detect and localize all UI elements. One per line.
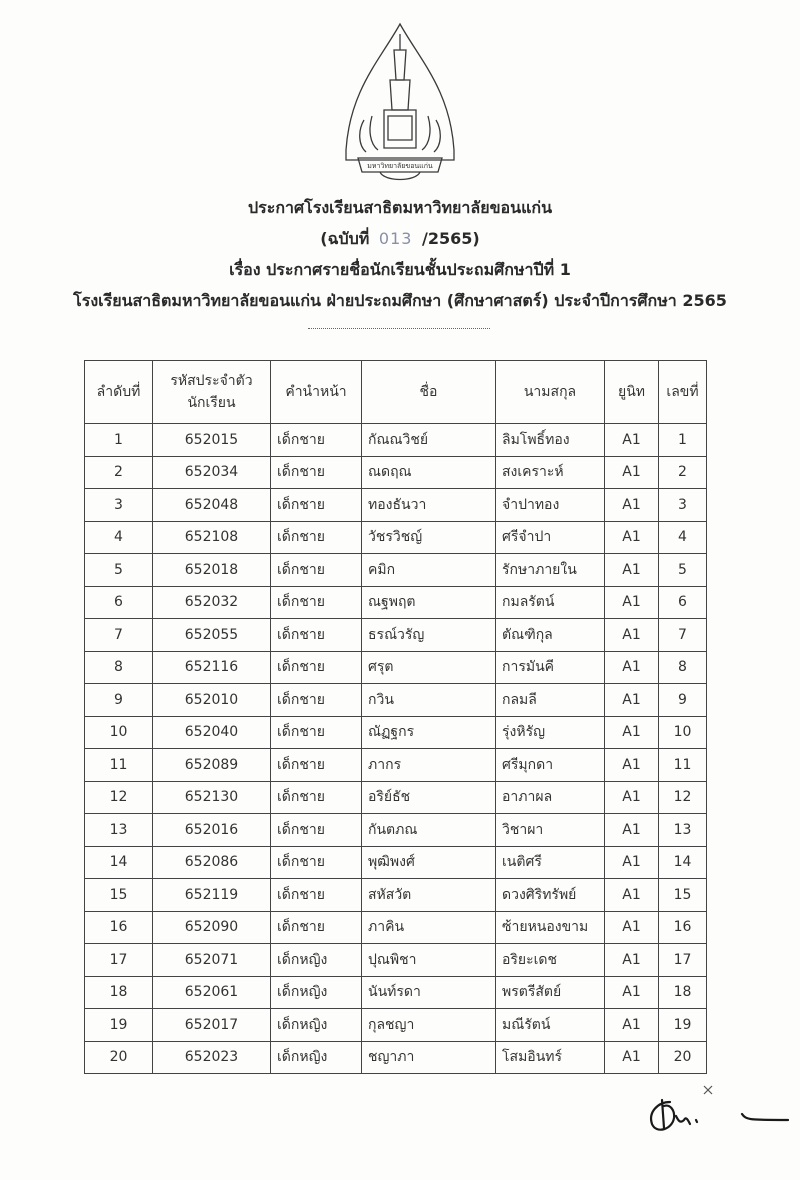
- cell-unit: A1: [605, 911, 659, 944]
- student-roster-table: [84, 360, 707, 1074]
- header-order: ลำดับที่: [85, 361, 153, 424]
- cell-student-id: 652018: [153, 554, 271, 587]
- cell-first-name: ปุณพิชา: [362, 944, 496, 977]
- cell-last-name: รุ่งหิรัญ: [496, 716, 605, 749]
- cell-first-name: อริย์ธัช: [362, 781, 496, 814]
- cell-prefix: เด็กชาย: [271, 846, 362, 879]
- cell-first-name: วัชรวิชญ์: [362, 521, 496, 554]
- handwritten-signature: [640, 1080, 790, 1140]
- header-prefix: คำนำหน้า: [271, 361, 362, 424]
- cell-student-id: 652055: [153, 619, 271, 652]
- cell-seat: 12: [659, 781, 707, 814]
- cell-unit: A1: [605, 554, 659, 587]
- cell-order: 12: [85, 781, 153, 814]
- cell-unit: A1: [605, 424, 659, 457]
- table-row: [85, 586, 707, 619]
- cell-last-name: สงเคราะห์: [496, 456, 605, 489]
- cell-prefix: เด็กหญิง: [271, 976, 362, 1009]
- cell-prefix: เด็กชาย: [271, 814, 362, 847]
- issue-number: 013: [378, 229, 413, 248]
- cell-last-name: รักษาภายใน: [496, 554, 605, 587]
- cell-order: 4: [85, 521, 153, 554]
- cell-first-name: นันท์รดา: [362, 976, 496, 1009]
- cell-first-name: ศรุต: [362, 651, 496, 684]
- cell-prefix: เด็กหญิง: [271, 1009, 362, 1042]
- cell-unit: A1: [605, 521, 659, 554]
- header-student-id-line1: รหัสประจำตัว: [170, 373, 253, 389]
- cell-prefix: เด็กชาย: [271, 749, 362, 782]
- table-row: [85, 976, 707, 1009]
- cell-first-name: ทองธันวา: [362, 489, 496, 522]
- announcement-header: [0, 192, 800, 316]
- cell-student-id: 652032: [153, 586, 271, 619]
- cell-unit: A1: [605, 814, 659, 847]
- table-row: [85, 619, 707, 652]
- header-unit: ยูนิท: [605, 361, 659, 424]
- cell-student-id: 652119: [153, 879, 271, 912]
- cell-last-name: การมันคี: [496, 651, 605, 684]
- cell-seat: 11: [659, 749, 707, 782]
- cell-first-name: ภาคิน: [362, 911, 496, 944]
- cell-last-name: กลมลี: [496, 684, 605, 717]
- cell-last-name: โสมอินทร์: [496, 1041, 605, 1074]
- cell-unit: A1: [605, 489, 659, 522]
- cell-order: 17: [85, 944, 153, 977]
- cell-student-id: 652086: [153, 846, 271, 879]
- cell-first-name: กันตภณ: [362, 814, 496, 847]
- university-emblem: [340, 20, 460, 192]
- cell-last-name: อาภาผล: [496, 781, 605, 814]
- cell-first-name: กัณณวิชย์: [362, 424, 496, 457]
- cell-student-id: 652040: [153, 716, 271, 749]
- cell-first-name: ภากร: [362, 749, 496, 782]
- cell-first-name: ณฐพฤต: [362, 586, 496, 619]
- cell-seat: 10: [659, 716, 707, 749]
- cell-seat: 7: [659, 619, 707, 652]
- cell-unit: A1: [605, 586, 659, 619]
- header-school-line: โรงเรียนสาธิตมหาวิทยาลัยขอนแก่น ฝ่ายประถมศึกษา (ศึกษาศาสตร์) ประจำปีการศึกษา 2565: [73, 291, 727, 310]
- table-row: [85, 814, 707, 847]
- cell-last-name: พรตรีสัตย์: [496, 976, 605, 1009]
- cell-seat: 6: [659, 586, 707, 619]
- table-row: [85, 911, 707, 944]
- cell-seat: 19: [659, 1009, 707, 1042]
- cell-seat: 9: [659, 684, 707, 717]
- cell-order: 9: [85, 684, 153, 717]
- cell-seat: 17: [659, 944, 707, 977]
- cell-unit: A1: [605, 976, 659, 1009]
- table-row: [85, 781, 707, 814]
- table-row: [85, 944, 707, 977]
- cell-last-name: ศรีจำปา: [496, 521, 605, 554]
- cell-seat: 4: [659, 521, 707, 554]
- table-row: [85, 489, 707, 522]
- cell-order: 1: [85, 424, 153, 457]
- cell-prefix: เด็กหญิง: [271, 944, 362, 977]
- cell-first-name: กุลชญา: [362, 1009, 496, 1042]
- cell-order: 13: [85, 814, 153, 847]
- cell-prefix: เด็กชาย: [271, 619, 362, 652]
- cell-prefix: เด็กชาย: [271, 781, 362, 814]
- cell-seat: 3: [659, 489, 707, 522]
- cell-first-name: กวิน: [362, 684, 496, 717]
- cell-order: 2: [85, 456, 153, 489]
- cell-prefix: เด็กหญิง: [271, 1041, 362, 1074]
- cell-seat: 16: [659, 911, 707, 944]
- table-row: [85, 879, 707, 912]
- cell-unit: A1: [605, 684, 659, 717]
- cell-student-id: 652023: [153, 1041, 271, 1074]
- cell-seat: 8: [659, 651, 707, 684]
- cell-prefix: เด็กชาย: [271, 879, 362, 912]
- table-row: [85, 651, 707, 684]
- cell-order: 3: [85, 489, 153, 522]
- cell-order: 15: [85, 879, 153, 912]
- cell-last-name: จำปาทอง: [496, 489, 605, 522]
- cell-first-name: ธรณ์วรัญ: [362, 619, 496, 652]
- cell-last-name: เนติศรี: [496, 846, 605, 879]
- cell-first-name: คมิก: [362, 554, 496, 587]
- issue-prefix: (ฉบับที่: [320, 229, 370, 248]
- cell-unit: A1: [605, 749, 659, 782]
- header-title: ประกาศโรงเรียนสาธิตมหาวิทยาลัยขอนแก่น: [247, 198, 553, 217]
- table-row: [85, 1041, 707, 1074]
- cell-student-id: 652071: [153, 944, 271, 977]
- cell-unit: A1: [605, 944, 659, 977]
- cell-unit: A1: [605, 879, 659, 912]
- cell-prefix: เด็กชาย: [271, 586, 362, 619]
- cell-first-name: พุฒิพงศ์: [362, 846, 496, 879]
- cell-student-id: 652015: [153, 424, 271, 457]
- header-student-id: [153, 361, 271, 424]
- dotted-divider: [308, 328, 490, 329]
- cell-prefix: เด็กชาย: [271, 456, 362, 489]
- cell-student-id: 652061: [153, 976, 271, 1009]
- cell-order: 20: [85, 1041, 153, 1074]
- cell-order: 7: [85, 619, 153, 652]
- cell-seat: 14: [659, 846, 707, 879]
- cell-seat: 13: [659, 814, 707, 847]
- cell-seat: 18: [659, 976, 707, 1009]
- cell-last-name: ดวงศิริทรัพย์: [496, 879, 605, 912]
- cell-student-id: 652017: [153, 1009, 271, 1042]
- table-row: [85, 716, 707, 749]
- cell-student-id: 652090: [153, 911, 271, 944]
- issue-line: [0, 223, 800, 254]
- cell-last-name: ลิมโพธิ์ทอง: [496, 424, 605, 457]
- cell-order: 10: [85, 716, 153, 749]
- table-header-row: [85, 361, 707, 424]
- table-row: [85, 424, 707, 457]
- cell-prefix: เด็กชาย: [271, 554, 362, 587]
- cell-prefix: เด็กชาย: [271, 424, 362, 457]
- cell-unit: A1: [605, 619, 659, 652]
- emblem-text: มหาวิทยาลัยขอนแก่น: [367, 162, 433, 170]
- header-first-name: ชื่อ: [362, 361, 496, 424]
- issue-suffix: /2565): [422, 229, 480, 248]
- header-last-name: นามสกุล: [496, 361, 605, 424]
- cell-seat: 1: [659, 424, 707, 457]
- cell-order: 19: [85, 1009, 153, 1042]
- table-row: [85, 521, 707, 554]
- cell-student-id: 652048: [153, 489, 271, 522]
- header-student-id-line2: นักเรียน: [187, 395, 236, 411]
- table-row: [85, 554, 707, 587]
- cell-student-id: 652108: [153, 521, 271, 554]
- table-row: [85, 1009, 707, 1042]
- cell-prefix: เด็กชาย: [271, 716, 362, 749]
- cell-student-id: 652130: [153, 781, 271, 814]
- cell-order: 11: [85, 749, 153, 782]
- cell-student-id: 652089: [153, 749, 271, 782]
- cell-unit: A1: [605, 1041, 659, 1074]
- cell-unit: A1: [605, 781, 659, 814]
- cell-order: 18: [85, 976, 153, 1009]
- cell-last-name: ซ้ายหนองขาม: [496, 911, 605, 944]
- cell-order: 14: [85, 846, 153, 879]
- cell-order: 6: [85, 586, 153, 619]
- header-seat: เลขที่: [659, 361, 707, 424]
- cell-unit: A1: [605, 651, 659, 684]
- table-row: [85, 846, 707, 879]
- cell-student-id: 652116: [153, 651, 271, 684]
- header-subject: เรื่อง ประกาศรายชื่อนักเรียนชั้นประถมศึกษาปีที่ 1: [229, 260, 571, 279]
- table-row: [85, 456, 707, 489]
- cell-unit: A1: [605, 846, 659, 879]
- cell-unit: A1: [605, 716, 659, 749]
- table-row: [85, 749, 707, 782]
- cell-first-name: ณดฤณ: [362, 456, 496, 489]
- cell-prefix: เด็กชาย: [271, 489, 362, 522]
- cell-order: 16: [85, 911, 153, 944]
- table-row: [85, 684, 707, 717]
- cell-seat: 2: [659, 456, 707, 489]
- cell-order: 5: [85, 554, 153, 587]
- cell-last-name: วิชาผา: [496, 814, 605, 847]
- cell-student-id: 652034: [153, 456, 271, 489]
- cell-prefix: เด็กชาย: [271, 911, 362, 944]
- cell-prefix: เด็กชาย: [271, 521, 362, 554]
- cell-last-name: ตัณฑิกุล: [496, 619, 605, 652]
- cell-student-id: 652010: [153, 684, 271, 717]
- cell-student-id: 652016: [153, 814, 271, 847]
- cell-last-name: กมลรัตน์: [496, 586, 605, 619]
- cell-first-name: ชญาภา: [362, 1041, 496, 1074]
- cell-last-name: อริยะเดช: [496, 944, 605, 977]
- cell-last-name: มณีรัตน์: [496, 1009, 605, 1042]
- cell-unit: A1: [605, 1009, 659, 1042]
- cell-order: 8: [85, 651, 153, 684]
- cell-prefix: เด็กชาย: [271, 684, 362, 717]
- cell-last-name: ศรีมุกดา: [496, 749, 605, 782]
- cell-prefix: เด็กชาย: [271, 651, 362, 684]
- cell-first-name: ณัฏฐกร: [362, 716, 496, 749]
- cell-first-name: สหัสวัต: [362, 879, 496, 912]
- cell-seat: 5: [659, 554, 707, 587]
- cell-seat: 20: [659, 1041, 707, 1074]
- cell-seat: 15: [659, 879, 707, 912]
- cell-unit: A1: [605, 456, 659, 489]
